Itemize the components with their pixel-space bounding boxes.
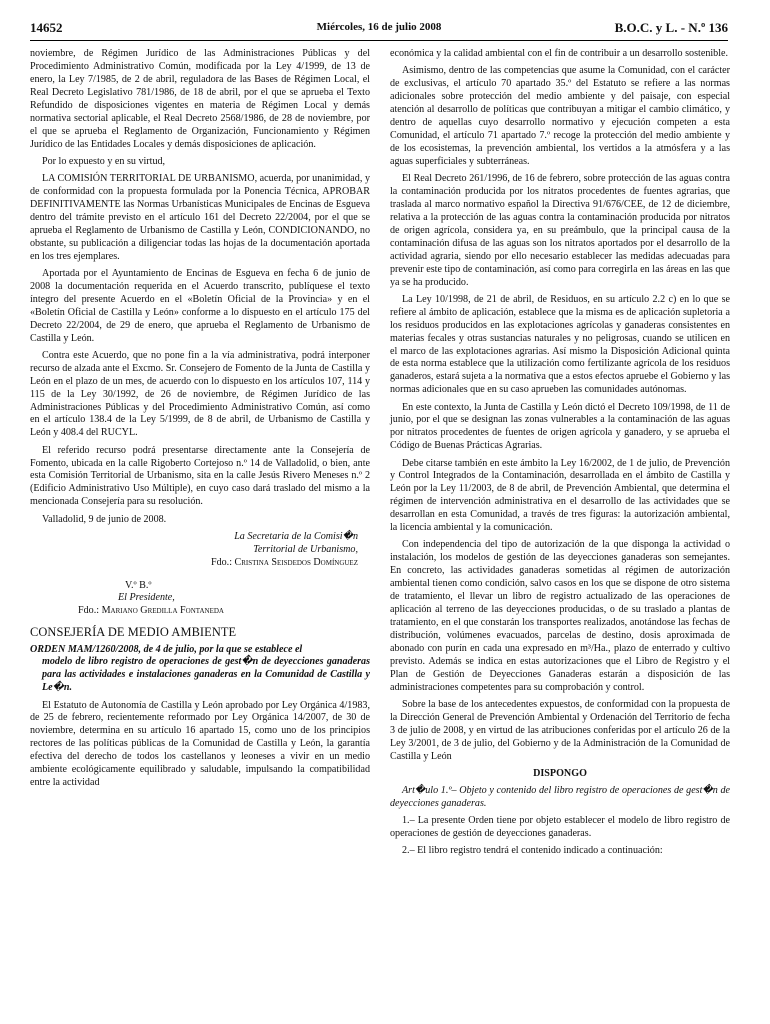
president-name: Mariano Gredilla Fontaneda — [101, 605, 224, 617]
order-title — [30, 644, 370, 696]
header-rule — [30, 40, 728, 41]
page-number: 14652 — [30, 20, 63, 35]
paragraph: LA COMISIÓN TERRITORIAL DE URBANISMO, acuerda, por unanimidad, y de conformidad con la propuesta formulada por la Ponencia Técnica, APROBAR DEFINITIVAMENTE las Normas Urbanísticas Municipales de Encinas de Esgueva dentro del trámite previsto en el artículo 161 del Decreto 22/2004, por el que se aprueba el Reglamento de Urbanismo de Castilla y León, CONDICIONANDO, no obstante, su publicación a diligenciar todas las hojas de la documentación aportada en los tres ejemplares. — [30, 172, 370, 262]
signatory-name: Cristina Seisdedos Domínguez — [234, 556, 358, 568]
paragraph: El Real Decreto 261/1996, de 16 de febrero, sobre protección de las aguas contra la contaminación producida por los nitratos procedentes de fuentes agrarias, que traslada al marco normativo español la Directiva 91/676/CEE, de 12 de diciembre, relativa a la protección de las aguas contra la contaminación producida por nitratos de origen agrícola, considera ya, en su preámbulo, que la principal causa de la contaminación difusa de las aguas son los nitratos aportados por el desarrollo de la actividad agraria, siendo por ello necesario establecer las medidas adecuadas para prevenir este tipo de contaminación, así como para corregirla en las áreas en las que ya se ha producido. — [390, 172, 730, 288]
order-title-first: ORDEN MAM/1260/2008, de 4 de julio, por la que se establece el — [30, 643, 303, 655]
left-column — [30, 48, 370, 794]
paragraph: 2.– El libro registro tendrá el contenido indicado a continuación: — [402, 845, 663, 857]
paragraph: Contra este Acuerdo, que no pone fin a la vía administrativa, podrá interponer recurso de alzada ante el Excmo. Sr. Consejero de Fomento de la Junta de Castilla y León en el plazo de un mes, de acuerdo con lo dispuesto en los artículos 107, 114 y 115 de la Ley 30/1992, de 26 de noviembre, de Régimen Jurídico de las Administraciones Públicas y del Procedimiento Administrativo Común, así como en el artículo 138.4 de la Ley 5/1999, de 8 de abril, de Urbanismo de Castilla y León y 408.4 del RUCYL. — [30, 349, 370, 439]
paragraph: noviembre, de Régimen Jurídico de las Administraciones Públicas y del Procedimiento Administrativo Común, modificada por la Ley 4/1999, de 13 de enero, la Ley 7/1985, de 2 de abril, reguladora de las Bases de Régimen Local, el Real Decreto Legislativo 781/1986, de 18 de abril, por el que se aprueba el Texto Refundido de disposiciones vigentes en materia de Régimen Local y demás normativa sectorial aplicable, el Real Decreto 2568/1986, de 28 de noviembre, por el que se aprueba el Reglamento de Organización, Funcionamiento y Régimen Jurídico de las Entidades Locales y demás disposiciones de aplicación. — [30, 48, 370, 150]
vb-label: V.º B.º — [125, 579, 152, 591]
paragraph: 1.– La presente Orden tiene por objeto establecer el modelo de libro registro de operaciones de gestión de deyecciones ganaderas. — [390, 815, 730, 840]
dispongo-heading: DISPONGO — [533, 768, 587, 780]
secretary-signature — [30, 531, 370, 570]
place-date: Valladolid, 9 de junio de 2008. — [42, 513, 167, 525]
paragraph: El referido recurso podrá presentarse directamente ante la Consejería de Fomento, ubicada en la calle Rigoberto Cortejoso n.º 14 de Valladolid, o bien, ante esta Comisión Territorial de Urbanismo, sita en la calle Jesús Rivero Meneses n.º 2 (Edificio Administrativo Uso Múltiple), en cuyo caso dará traslado del mismo a la mencionada Consejería para su resolución. — [30, 444, 370, 508]
page-header — [30, 20, 728, 38]
paragraph: Con independencia del tipo de autorización de la que disponga la actividad o instalación, los modelos de gestión de las deyecciones ganaderas son semejantes. En concreto, las actividades ganaderas sometidas al régimen de autorización ambiental tienen como condición, salvo casos en los que se dispone de otro sistema de tratamiento, el llevar un libro de registro actualizado de las operaciones de aplicación al terreno de las deyecciones producidas, o de su traslado a plantas de tratamiento, en el que constarán los transportes realizados, anotándose las fechas de distribución, volúmenes evacuados, parcelas de destino, dosis aproximada de abonado con purín en cada una expresado en m³/Ha., plazo de enterrado y cultivo previsto. Además se indica en estas autorizaciones que el Libro de Registro y el Plan de Gestión de Deyecciones Ganaderas estarán a disposición de las administraciones competentes para su comprobación y control. — [390, 539, 730, 693]
paragraph: económica y la calidad ambiental con el fin de contribuir a un desarrollo sostenible. — [390, 48, 729, 59]
paragraph: El Estatuto de Autonomía de Castilla y León aprobado por Ley Orgánica 4/1983, de 25 de febrero, recientemente reformado por Ley Orgánica 14/2007, de 30 de noviembre, determina en su artículo 16 apartado 15, como uno de los principios rectores de las políticas públicas de la Comunidad de Castilla y León, la garantía efectiva del derecho de todos los castellanos y leoneses a vivir en un medio ambiente ecológicamente equilibrado y saludable, impulsando la compatibilidad entre la actividad — [30, 699, 370, 789]
president-title: El Presidente, — [118, 592, 175, 604]
fdo-label: Fdo.: — [78, 605, 102, 617]
signature-title-2: Territorial de Urbanismo, — [253, 543, 358, 555]
issue-date: Miércoles, 16 de julio 2008 — [316, 21, 442, 33]
section-title: CONSEJERÍA DE MEDIO AMBIENTE — [30, 625, 237, 640]
order-title-rest: modelo de libro registro de operaciones de gest�n de deyecciones ganaderas para las actividades e instalaciones ganaderas en la Comunidad de Castilla y Le�n. — [42, 656, 370, 694]
signature-title: La Secretaria de la Comisi�n — [234, 530, 358, 542]
signature-name-line — [30, 557, 370, 570]
paragraph: Aportada por el Ayuntamiento de Encinas de Esgueva en fecha 6 de junio de 2008 la documentación requerida en el Acuerdo transcrito, publíquese el texto íntegro del presente Acuerdo en el «Boletín Oficial de la Provincia» y en el «Boletín Oficial de Castilla y León» conforme a lo dispuesto en el artículo 175 del Decreto 22/2004, de 29 de enero, que aprueba el Reglamento de Urbanismo de Castilla y León. — [30, 267, 370, 344]
paragraph: La Ley 10/1998, de 21 de abril, de Residuos, en su artículo 2.2 c) en lo que se refiere al ámbito de aplicación, establece que la misma es de aplicación supletoria a los residuos producidos en las explotaciones agrícolas y ganaderas consistentes en materias fecales y otras sustancias naturales y no peligrosas, cuando se utilicen en el marco de las explotaciones agrarias. Así mismo la Disposición Adicional quinta de esta norma establece que la utilización como fertilizante agrícola de los residuos ganaderos, estará sujeta a la normativa que a estos efectos apruebe el Gobierno y las normas adicionales que en su caso aprueben las comunidades autónomas. — [390, 293, 730, 396]
paragraph: Asimismo, dentro de las competencias que asume la Comunidad, con el carácter de exclusivas, el artículo 70 apartado 35.º del Estatuto se refiere a las normas adicionales sobre protección del medio ambiente y del paisaje, con especial atención al desarrollo de políticas que contribuyan a mitigar el cambio climático, y dentro de aquellas cuyo desarrollo normativo y ejecución competen a esta Comunidad, el artículo 71 apartado 7.º recoge la protección del medio ambiente y de los ecosistemas, la prevención ambiental, los vertidos a la atmósfera y a las aguas superficiales y subterráneas. — [390, 65, 730, 167]
article-heading: Art�ulo 1.º– Objeto y contenido del libro registro de operaciones de gest�n de deyecciones ganaderas. — [390, 785, 730, 810]
paragraph: Sobre la base de los antecedentes expuestos, de conformidad con la propuesta de la Dirección General de Prevención Ambiental y Ordenación del Territorio de fecha 3 de julio de 2008, y en virtud de las atribuciones conferidas por el artículo 26 de la Ley 3/2001, de 3 de julio, del Gobierno y de la Administración de la Comunidad de Castilla y León — [390, 699, 730, 762]
fdo-label: Fdo.: — [210, 556, 235, 568]
paragraph: Por lo expuesto y en su virtud, — [42, 155, 166, 167]
bulletin-id: B.O.C. y L. - N.º 136 — [614, 20, 728, 35]
president-name-line — [30, 605, 370, 618]
paragraph: En este contexto, la Junta de Castilla y León dictó el Decreto 109/1998, de 11 de junio, por el que se designan las zonas vulnerables a la contaminación de las aguas por nitratos procedentes de fuentes de origen agrícola y ganadero, y se aprueba el Código de Buenas Prácticas Agrarias. — [390, 401, 730, 452]
paragraph: Debe citarse también en este ámbito la Ley 16/2002, de 1 de julio, de Prevención y Control Integrados de la Contaminación, desarrollada en el ámbito de Castilla y León por la Ley 11/2003, de 8 de abril, de Prevención Ambiental, que determina el régimen de intervención administrativa en el desarrollo de las actividades que se desarrollan en esta Comunidad, a través de tres figuras: la autorización ambiental, la licencia ambiental y la comunicación. — [390, 457, 730, 534]
right-column — [390, 48, 730, 862]
president-signature — [30, 580, 370, 619]
